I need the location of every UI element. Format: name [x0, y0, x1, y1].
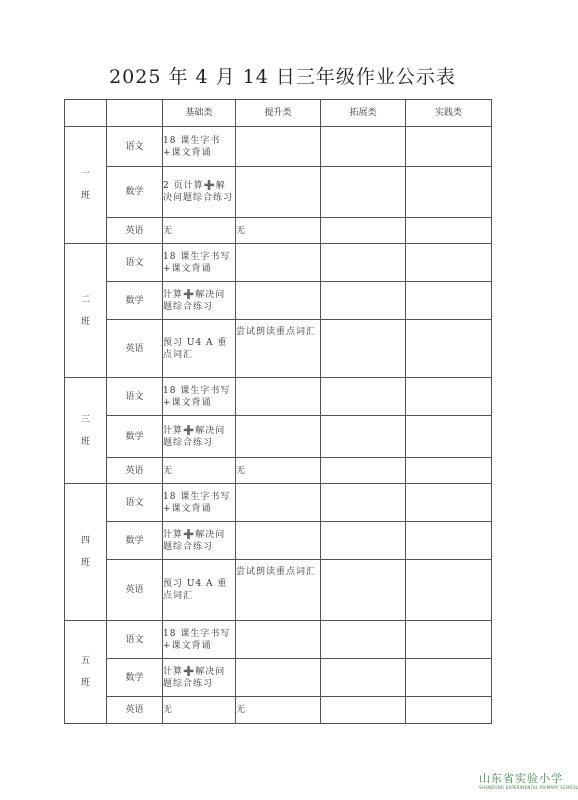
subject-cell: 数学	[107, 282, 163, 320]
improve-cell	[236, 484, 321, 522]
class-label	[65, 127, 107, 244]
subject-cell: 语文	[107, 378, 163, 416]
table-row	[65, 320, 492, 378]
class-label	[65, 244, 107, 378]
basic-cell: 无	[163, 458, 236, 484]
practice-cell	[406, 244, 492, 282]
class-label-char: 班	[80, 316, 90, 327]
improve-cell: 无	[236, 458, 321, 484]
improve-cell	[236, 659, 321, 697]
class-label-char: 二	[80, 294, 90, 305]
basic-cell: 计算➕解决问题综合练习	[163, 282, 236, 320]
header-cell-class	[65, 100, 107, 127]
expand-cell	[321, 127, 406, 167]
subject-cell: 英语	[107, 458, 163, 484]
subject-cell: 语文	[107, 621, 163, 659]
subject-cell: 语文	[107, 244, 163, 282]
table-row	[65, 127, 492, 167]
practice-cell	[406, 522, 492, 560]
improve-cell: 无	[236, 218, 321, 244]
subject-cell: 英语	[107, 560, 163, 621]
school-logo	[479, 772, 578, 791]
improve-cell	[236, 621, 321, 659]
table-row	[65, 522, 492, 560]
practice-cell	[406, 378, 492, 416]
class-label	[65, 378, 107, 484]
subject-cell: 数学	[107, 167, 163, 218]
table-row	[65, 484, 492, 522]
subject-cell: 数学	[107, 659, 163, 697]
table-row	[65, 378, 492, 416]
practice-cell	[406, 416, 492, 458]
header-row	[65, 100, 492, 127]
improve-cell: 无	[236, 697, 321, 724]
expand-cell	[321, 621, 406, 659]
subject-cell: 英语	[107, 320, 163, 378]
basic-cell: 预习 U4 A 重点词汇	[163, 560, 236, 621]
expand-cell	[321, 244, 406, 282]
expand-cell	[321, 522, 406, 560]
header-cell-improve: 提升类	[236, 100, 321, 127]
class-label-char: 班	[80, 678, 90, 688]
basic-cell: 无	[163, 218, 236, 244]
practice-cell	[406, 167, 492, 218]
basic-cell: 18 课生字书写+课文背诵	[163, 621, 236, 659]
class-label-char: 五	[80, 656, 90, 666]
practice-cell	[406, 127, 492, 167]
subject-cell: 语文	[107, 127, 163, 167]
class-label-char: 班	[80, 191, 90, 201]
table-row	[65, 167, 492, 218]
basic-cell: 18 课生字书写+课文背诵	[163, 378, 236, 416]
header-cell-basic: 基础类	[163, 100, 236, 127]
basic-cell: 18 课生字书写+课文背诵	[163, 244, 236, 282]
subject-cell: 数学	[107, 416, 163, 458]
table-row	[65, 697, 492, 724]
improve-cell	[236, 282, 321, 320]
table-row	[65, 659, 492, 697]
expand-cell	[321, 282, 406, 320]
expand-cell	[321, 697, 406, 724]
school-logo-subtitle: SHANDONG EXPERIMENTAL PRIMARY SCHOOL	[479, 785, 578, 790]
improve-cell	[236, 167, 321, 218]
basic-cell: 计算➕解决问题综合练习	[163, 522, 236, 560]
page-title: 2025 年 4 月 14 日三年级作业公示表	[109, 66, 456, 88]
practice-cell	[406, 659, 492, 697]
expand-cell	[321, 458, 406, 484]
class-label-char: 班	[80, 558, 90, 568]
expand-cell	[321, 560, 406, 621]
class-label-char: 四	[80, 536, 90, 546]
subject-cell: 英语	[107, 218, 163, 244]
header-cell-expand: 拓展类	[321, 100, 406, 127]
class-label	[65, 621, 107, 724]
class-label-char: 三	[80, 414, 90, 425]
header-cell-subject	[107, 100, 163, 127]
class-label	[65, 484, 107, 621]
basic-cell: 计算➕解决问题综合练习	[163, 416, 236, 458]
practice-cell	[406, 458, 492, 484]
improve-cell	[236, 416, 321, 458]
expand-cell	[321, 416, 406, 458]
expand-cell	[321, 659, 406, 697]
expand-cell	[321, 320, 406, 378]
table-row	[65, 244, 492, 282]
practice-cell	[406, 218, 492, 244]
improve-cell	[236, 378, 321, 416]
improve-cell: 尝试朗读重点词汇	[236, 320, 321, 378]
expand-cell	[321, 378, 406, 416]
table-row	[65, 458, 492, 484]
basic-cell: 18 课生字书+课文背诵	[163, 127, 236, 167]
expand-cell	[321, 167, 406, 218]
class-label-char: 班	[80, 436, 90, 447]
basic-cell: 2 页计算➕解决问题综合练习	[163, 167, 236, 218]
practice-cell	[406, 697, 492, 724]
expand-cell	[321, 218, 406, 244]
basic-cell: 无	[163, 697, 236, 724]
class-label-char: 一	[80, 169, 90, 179]
homework-table	[64, 99, 492, 724]
school-logo-name: 山东省实验小学	[479, 772, 563, 785]
improve-cell	[236, 127, 321, 167]
header-cell-practice: 实践类	[406, 100, 492, 127]
subject-cell: 英语	[107, 697, 163, 724]
practice-cell	[406, 621, 492, 659]
table-row	[65, 621, 492, 659]
basic-cell: 计算➕解决问题综合练习	[163, 659, 236, 697]
practice-cell	[406, 484, 492, 522]
practice-cell	[406, 320, 492, 378]
improve-cell	[236, 244, 321, 282]
subject-cell: 数学	[107, 522, 163, 560]
table-row	[65, 282, 492, 320]
table-row	[65, 416, 492, 458]
basic-cell: 18 课生字书写+课文背诵	[163, 484, 236, 522]
basic-cell: 预习 U4 A 重点词汇	[163, 320, 236, 378]
expand-cell	[321, 484, 406, 522]
subject-cell: 语文	[107, 484, 163, 522]
practice-cell	[406, 282, 492, 320]
improve-cell: 尝试朗读重点词汇	[236, 560, 321, 621]
table-row	[65, 560, 492, 621]
table-row	[65, 218, 492, 244]
improve-cell	[236, 522, 321, 560]
practice-cell	[406, 560, 492, 621]
